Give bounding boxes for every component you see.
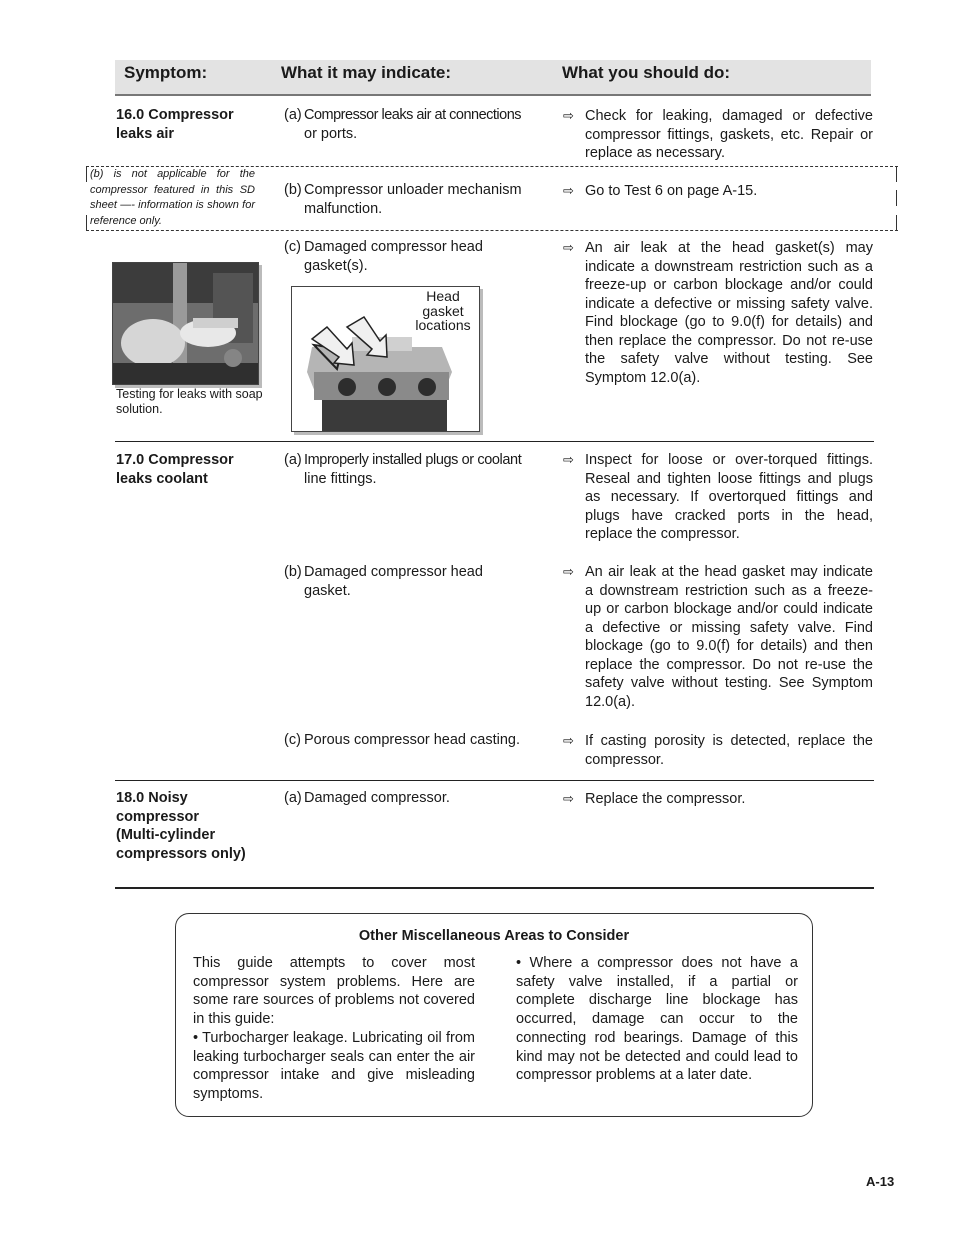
arrow-right-icon: ⇨ bbox=[563, 791, 574, 806]
symptom-title-line: compressors only) bbox=[116, 845, 246, 862]
arrow-right-icon: ⇨ bbox=[563, 183, 574, 198]
indication-18a bbox=[284, 789, 546, 808]
action-text: If casting porosity is detected, replace the compressor. bbox=[585, 733, 873, 768]
indication-line: Improperly installed plugs or coolant bbox=[304, 452, 522, 468]
symptom-title-line: compressor bbox=[116, 808, 200, 825]
symptom-18-title bbox=[116, 789, 246, 863]
bracket-corner bbox=[896, 215, 897, 231]
symptom-title-line: leaks air bbox=[116, 125, 175, 142]
indication-line: Damaged compressor head bbox=[304, 239, 483, 255]
arrow-right-icon: ⇨ bbox=[563, 564, 574, 579]
item-label: (a) bbox=[284, 452, 302, 468]
misc-right-column: • Where a compressor does not have a safety valve installed, if a partial or complete discharge line blockage has occurred, damage can occur to the connecting rod bearings. Damage of this kind may not be detected and could lead to compressor problems at a later date. bbox=[516, 955, 798, 1084]
gasket-label bbox=[405, 289, 481, 333]
item-label: (a) bbox=[284, 790, 302, 806]
indication-line: gasket. bbox=[304, 582, 351, 599]
indication-line: Damaged compressor. bbox=[304, 790, 450, 806]
indication-17a bbox=[284, 451, 546, 488]
header-do: What you should do: bbox=[562, 63, 731, 82]
arrow-right-icon: ⇨ bbox=[563, 733, 574, 748]
action-text: An air leak at the head gasket may indicate a downstream restriction such as a freeze-up or carbon blockage and/or could indicate a defective or missing safety valve. Find blockage (go to 9.0(f) for details) and then replace the compressor. Do not re-use the safety valve without testing. See Symptom 12.0(a). bbox=[585, 564, 873, 710]
photo-caption: Testing for leaks with soap solution. bbox=[116, 387, 263, 416]
action-16a bbox=[563, 107, 873, 163]
bracket-corner bbox=[86, 166, 87, 182]
symptom-title-line: 16.0 Compressor bbox=[116, 107, 234, 123]
gasket-label-line: Head bbox=[426, 288, 460, 304]
indication-17c bbox=[284, 731, 546, 750]
table-header bbox=[115, 60, 871, 96]
bracket-corner bbox=[896, 166, 897, 182]
action-text: Check for leaking, damaged or defective compressor fittings, gaskets, etc. Repair or replace as necessary. bbox=[585, 108, 873, 161]
header-symptom: Symptom: bbox=[124, 63, 208, 82]
symptom-16-title bbox=[116, 106, 234, 143]
table-bottom-rule bbox=[115, 887, 874, 889]
indication-16a bbox=[284, 106, 546, 143]
misc-title: Other Miscellaneous Areas to Consider bbox=[358, 928, 630, 944]
header-indicate: What it may indicate: bbox=[281, 63, 452, 82]
side-note: (b) is not applicable for the compressor featured in this SD sheet —- information is shown for reference only. bbox=[90, 168, 255, 227]
symptom-title-line: (Multi-cylinder bbox=[116, 827, 216, 843]
action-text: Inspect for loose or over-torqued fittings. Reseal and tighten loose fittings and plugs as necessary. If overtorqued fittings and plugs have cracked ports in the head, replace the compressor. bbox=[585, 452, 873, 542]
item-label: (c) bbox=[284, 239, 301, 255]
bracket-corner bbox=[896, 190, 897, 206]
action-16c bbox=[563, 239, 873, 387]
item-label: (a) bbox=[284, 107, 302, 123]
indication-line: Damaged compressor head bbox=[304, 564, 483, 580]
indication-line: Porous compressor head casting. bbox=[304, 732, 520, 748]
action-text: An air leak at the head gasket(s) may indicate a downstream restriction such as a freeze-up or carbon blockage and/or could indicate a defective or missing safety valve. Find blockage (go to 9.0(f) for details) and then replace the compressor. Do not re-use the safety valve without testing. See Symptom 12.0(a). bbox=[585, 240, 873, 386]
item-label: (b) bbox=[284, 564, 302, 580]
indication-17b bbox=[284, 563, 546, 600]
indication-line: Compressor leaks air at connections bbox=[304, 107, 522, 123]
action-text: Go to Test 6 on page A-15. bbox=[585, 183, 758, 199]
action-16b bbox=[563, 182, 873, 201]
symptom-title-line: 17.0 Compressor bbox=[116, 452, 234, 468]
symptom-17-title bbox=[116, 451, 234, 488]
gasket-label-line: gasket bbox=[422, 302, 464, 319]
action-18a bbox=[563, 790, 873, 809]
indication-line: gasket(s). bbox=[304, 257, 368, 274]
indication-16b bbox=[284, 181, 546, 218]
item-label: (b) bbox=[284, 182, 302, 198]
arrow-right-icon: ⇨ bbox=[563, 452, 574, 467]
indication-line: Compressor unloader mechanism bbox=[304, 182, 522, 198]
page-number: A-13 bbox=[866, 1174, 895, 1189]
action-17c bbox=[563, 732, 873, 769]
arrow-right-icon: ⇨ bbox=[563, 108, 574, 123]
item-label: (c) bbox=[284, 732, 301, 748]
soap-test-photo bbox=[112, 262, 259, 385]
misc-areas-box bbox=[175, 913, 813, 1117]
arrow-right-icon: ⇨ bbox=[563, 240, 574, 255]
section-divider bbox=[115, 780, 874, 781]
indication-16c bbox=[284, 238, 546, 275]
misc-left-column: This guide attempts to cover most compressor system problems. Here are some rare sources of problems not covered in this guide: • Turbocharger leakage. Lubricating oil from leaking turbocharger seals can enter the air compressor intake and give misleading symptoms. bbox=[193, 955, 475, 1102]
action-text: Replace the compressor. bbox=[585, 791, 746, 807]
indication-line: malfunction. bbox=[304, 200, 383, 217]
dashed-divider-bottom bbox=[86, 230, 898, 231]
bracket-corner bbox=[86, 215, 87, 231]
symptom-title-line: leaks coolant bbox=[116, 470, 208, 487]
action-17a bbox=[563, 451, 873, 544]
action-17b bbox=[563, 563, 873, 711]
indication-line: line fittings. bbox=[304, 470, 377, 487]
symptom-title-line: 18.0 Noisy bbox=[116, 790, 188, 806]
section-divider bbox=[115, 441, 874, 442]
gasket-label-line: locations bbox=[415, 317, 471, 333]
indication-line: or ports. bbox=[304, 125, 358, 142]
